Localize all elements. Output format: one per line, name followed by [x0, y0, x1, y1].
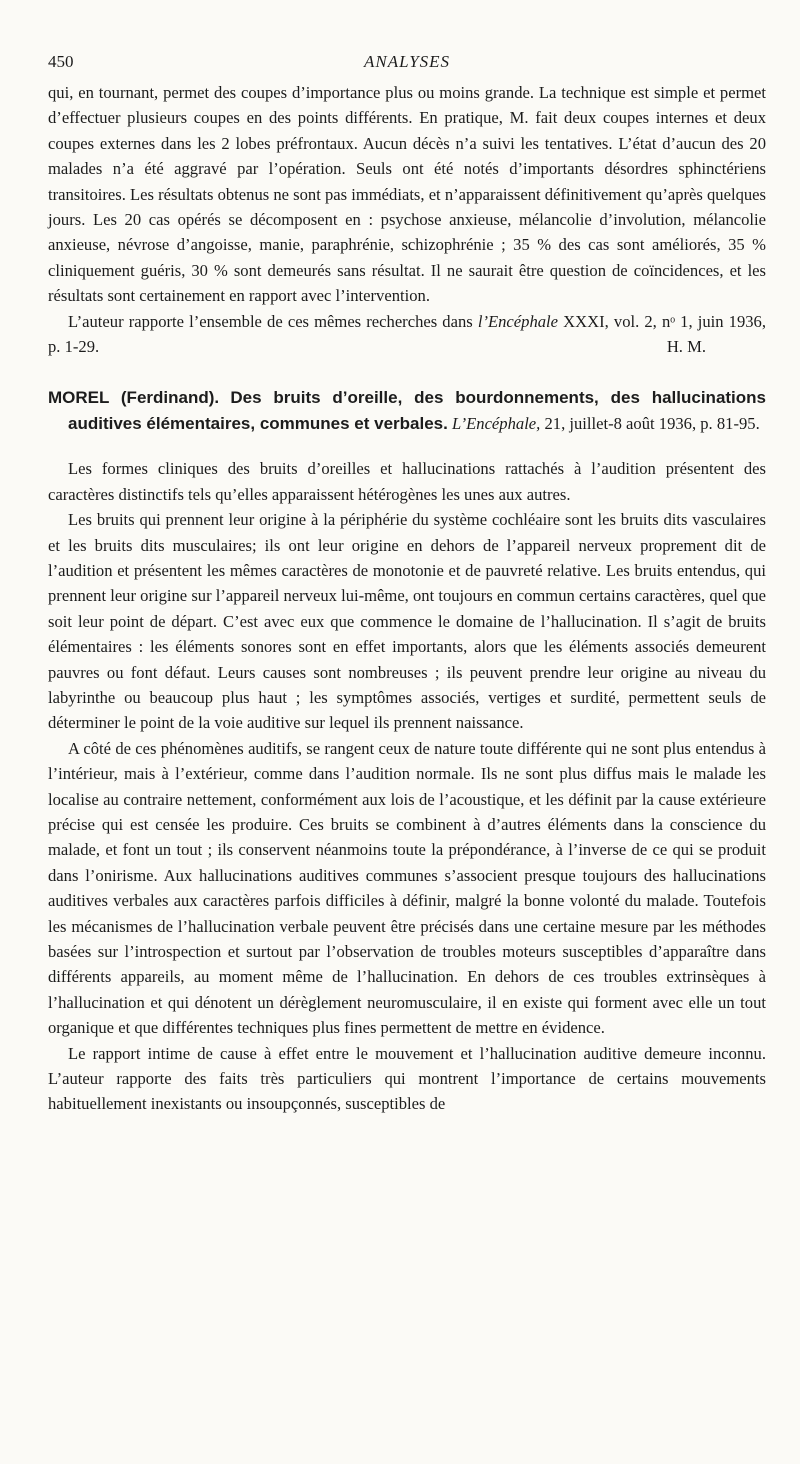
signature: H. M. — [666, 337, 706, 357]
review-heading — [48, 385, 766, 436]
paragraph: qui, en tournant, permet des coupes d’importance plus ou moins grande. La technique est simple et permet d’effectuer plusieurs coupes en des points différents. En pratique, M. fait deux coupes internes et deux coupes externes dans les 2 lobes préfrontaux. Aucun décès n’a suivi les tentatives. L’état d’aucun des 20 malades n’a été aggravé par l’opération. Seuls ont été notés d’importants désordres sphinctériens transitoires. Les résultats obtenus ne sont pas immédiats, et n’apparaissent définitivement qu’après quelques jours. Les 20 cas opérés se décomposent en : psychose anxieuse, mélancolie d’involution, mélancolie anxieuse, névrose d’angoisse, manie, paraphrénie, schizophrénie ; 35 % des cas sont améliorés, 35 % cliniquement guéris, 30 % sont demeurés sans résultat. Il ne saurait être question de coïncidences, et les résultats sont certainement en rapport avec l’intervention. — [48, 83, 766, 306]
paragraph: Les formes cliniques des bruits d’oreilles et hallucinations rattachés à l’audition présentent des caractères distinctifs tels qu’elles apparaissent hétérogènes les unes aux autres. — [48, 459, 766, 504]
citation-tail: XXXI, vol. 2, nᵒ 1, juin 1936, p. 1-29. — [48, 311, 766, 357]
paragraph: A côté de ces phénomènes auditifs, se rangent ceux de nature toute différente qui ne sont plus entendus à l’intérieur, mais à l’extérieur, comme dans l’audition normale. Ils ne sont plus diffus mais le malade les localise au contraire nettement, conformément aux lois de l’acoustique, et les définit par la cause extérieure précise qui est censée les produire. Ces bruits se combinent à d’autres éléments dans la conscience du malade, et font un tout ; ils conservent néanmoins toute la prépondérance, à l’inverse de ce qui se produit dans l’onirisme. Aux hallucinations auditives communes s’associent presque toujours des hallucinations auditives verbales aux caractères parfois difficiles à définir, malgré la bonne volonté du malade. Toutefois les mécanismes de l’hallucination verbale peuvent être précisés dans une certaine mesure par les méthodes basées sur l’introspection et surtout par l’observation de troubles moteurs susceptibles d’apparaître dans différents appareils, au moment même de l’hallucination. En dehors de ces troubles extrinsèques à l’hallucination et qui dénotent un dérèglement neuromusculaire, il en existe qui forment avec elle un tout organique et que différentes techniques plus fines permettent de mettre en évidence. — [48, 738, 766, 1038]
citation-paragraph — [48, 309, 766, 360]
page-number: 450 — [48, 52, 74, 71]
citation-lead: L’auteur rapporte l’ensemble de ces mêmes recherches dans — [68, 311, 473, 331]
paragraph: Les bruits qui prennent leur origine à la périphérie du système cochléaire sont les bruits dits vasculaires et les bruits dits musculaires; ils ont leur origine en dehors de l’appareil nerveux proprement dit de l’audition et présentent les mêmes caractères de monotonie et de pauvreté relative. Les bruits entendus, qui prennent leur origine sur l’appareil nerveux lui-même, ont toujours en commun certains caractères, quel que soit leur point de départ. C’est avec eux que commence le domaine de l’hallucination. Il s’agit de bruits élémentaires : les éléments sonores sont en effet importants, alors que les éléments associés demeurent pauvres ou font défaut. Leurs causes sont nombreuses ; ils peuvent prendre leur origine au niveau du labyrinthe ou beaucoup plus haut ; les symptômes associés, vertiges et surdité, permettent seuls de déterminer le point de la voie auditive sur lequel ils prennent naissance. — [48, 510, 766, 733]
previous-review — [48, 80, 766, 359]
running-title: ANALYSES — [363, 52, 451, 71]
review-body — [48, 456, 766, 1117]
page-header — [48, 52, 766, 80]
paragraph: Le rapport intime de cause à effet entre le mouvement et l’hallucination auditive demeure inconnu. L’auteur rapporte des faits très particuliers qui montrent l’importance de certains mouvements habituellement inexistants ou insoupçonnés, susceptibles de — [48, 1043, 766, 1114]
review-morel — [48, 385, 766, 1116]
journal-name: l’Encéphale — [477, 311, 559, 331]
review-title: Des bruits d’oreille, des bourdonnements, des hallucinations auditives élémentaires, communes et verbales. — [68, 388, 767, 433]
review-citation: 21, juillet-8 août 1936, p. 81-95. — [544, 413, 760, 433]
page — [48, 52, 766, 1117]
review-journal: L’Encéphale, — [452, 413, 541, 433]
review-author: MOREL (Ferdinand). — [48, 388, 220, 408]
